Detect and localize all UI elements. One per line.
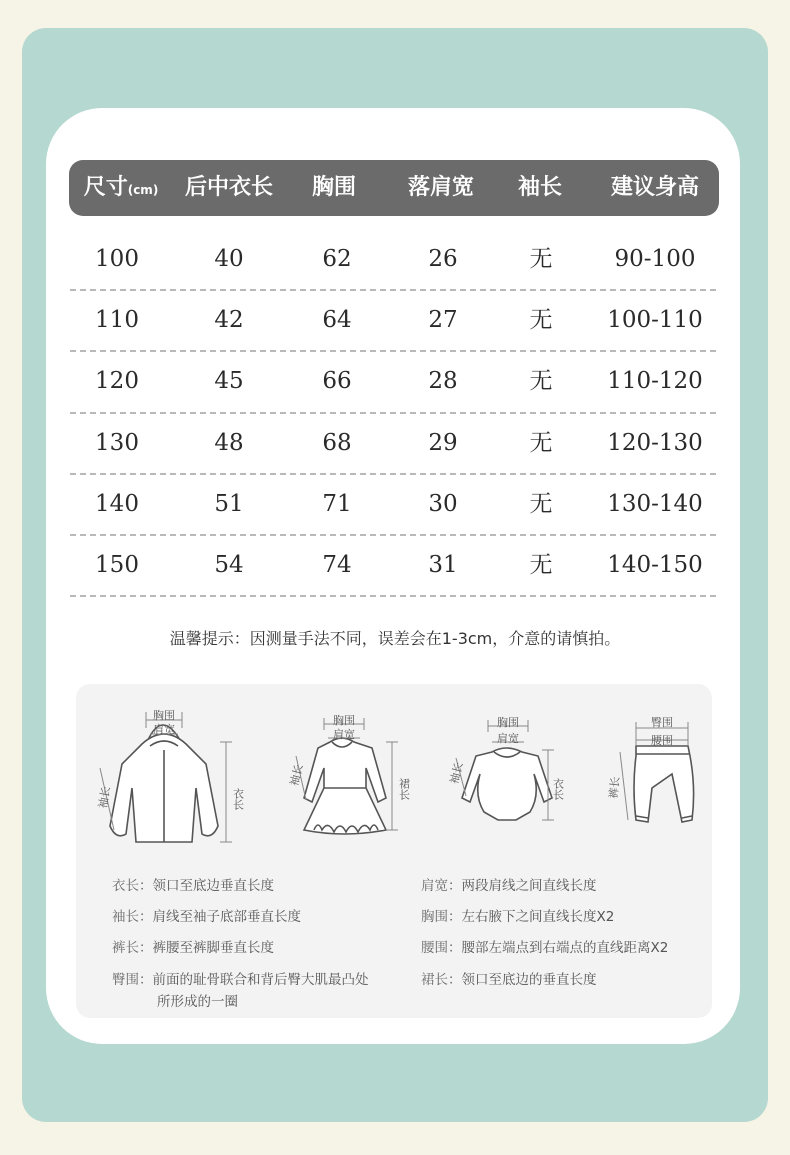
romper-length-label: 衣长 [551, 778, 565, 800]
dress-length-label: 裙长 [397, 778, 411, 800]
cell-sleeve: 无 [529, 368, 553, 395]
romper-chest-label: 胸围 [497, 716, 519, 729]
table-row [69, 413, 719, 474]
pants-diagram [606, 708, 706, 832]
definition-waist: 腰围：腰部左端点到右端点的直线距离X2 [421, 940, 669, 956]
cell-length: 48 [214, 429, 244, 456]
cell-chest: 62 [322, 246, 352, 272]
definition-hip: 臀围：前面的耻骨联合和背后臀大肌最凸处 [112, 972, 369, 988]
cell-sleeve: 无 [529, 429, 553, 456]
cell-size: 100 [95, 246, 139, 272]
measurement-tip: 温馨提示：因测量手法不同，误差会在1-3cm，介意的请慎拍。 [169, 629, 621, 648]
jacket-chest-label: 胸围 [153, 709, 175, 722]
definition-pants-length: 裤长：裤腰至裤脚垂直长度 [112, 940, 274, 956]
cell-chest: 68 [322, 429, 352, 456]
cell-sleeve: 无 [529, 490, 553, 517]
header-height: 建议身高 [610, 175, 700, 200]
cell-chest: 74 [322, 552, 352, 578]
cell-size: 110 [95, 307, 139, 334]
table-row [69, 290, 719, 351]
cell-length: 51 [214, 490, 244, 517]
cell-height: 100-110 [607, 307, 703, 334]
cell-sleeve: 无 [529, 552, 553, 578]
cell-shoulder: 30 [428, 490, 458, 517]
header-sleeve: 袖长 [517, 175, 563, 200]
pants-hip-label: 臀围 [651, 716, 673, 729]
definition-sleeve: 袖长：肩线至袖子底部垂直长度 [112, 909, 301, 925]
cell-shoulder: 31 [428, 552, 458, 578]
cell-shoulder: 27 [428, 307, 458, 334]
dress-sleeve-label: 袖长 [287, 762, 306, 788]
cell-chest: 66 [322, 368, 352, 395]
definition-chest: 胸围：左右腋下之间直线长度X2 [421, 909, 615, 925]
cell-size: 130 [95, 429, 139, 456]
cell-height: 90-100 [614, 246, 696, 272]
cell-length: 42 [214, 307, 244, 334]
cell-size: 150 [95, 552, 139, 578]
romper-diagram [447, 712, 582, 832]
definition-hip-cont: 所形成的一圈 [157, 994, 238, 1010]
cell-sleeve: 无 [529, 307, 553, 334]
cell-height: 110-120 [607, 368, 703, 395]
table-row [69, 474, 719, 535]
cell-chest: 71 [322, 490, 352, 517]
header-size: 尺寸(cm) [83, 175, 159, 200]
dress-diagram [286, 712, 416, 842]
cell-size: 140 [95, 490, 139, 517]
jacket-diagram [88, 706, 248, 856]
jacket-length-label: 衣长 [231, 788, 245, 810]
definition-shoulder: 肩宽：两段肩线之间直线长度 [421, 878, 597, 894]
pants-waist-label: 腰围 [651, 734, 673, 747]
cell-shoulder: 28 [428, 368, 458, 395]
cell-height: 120-130 [607, 429, 703, 456]
cell-shoulder: 29 [428, 429, 458, 456]
table-row [69, 535, 719, 596]
cell-height: 140-150 [607, 552, 703, 578]
cell-chest: 64 [322, 307, 352, 334]
definition-length: 衣长：领口至底边垂直长度 [112, 878, 274, 894]
romper-shoulder-label: 肩宽 [497, 732, 519, 745]
cell-length: 40 [214, 246, 244, 272]
cell-height: 130-140 [607, 490, 703, 517]
header-chest: 胸围 [311, 175, 357, 200]
cell-sleeve: 无 [529, 246, 553, 272]
definition-skirt-length: 裙长：领口至底边的垂直长度 [421, 972, 597, 988]
table-header [69, 160, 719, 216]
romper-sleeve-label: 袖长 [447, 760, 466, 786]
pants-length-label: 裤长 [606, 776, 623, 800]
cell-size: 120 [95, 368, 139, 395]
cell-length: 45 [214, 368, 244, 395]
header-length: 后中衣长 [184, 175, 274, 200]
table-row [69, 229, 719, 290]
table-row [69, 351, 719, 412]
cell-length: 54 [214, 552, 244, 578]
cell-shoulder: 26 [428, 246, 458, 272]
dress-chest-label: 胸围 [333, 714, 355, 727]
jacket-shoulder-label: 肩宽 [153, 723, 175, 736]
header-shoulder: 落肩宽 [407, 175, 475, 200]
dress-shoulder-label: 肩宽 [333, 728, 355, 741]
jacket-sleeve-label: 袖长 [96, 785, 113, 810]
row-divider [70, 595, 716, 597]
